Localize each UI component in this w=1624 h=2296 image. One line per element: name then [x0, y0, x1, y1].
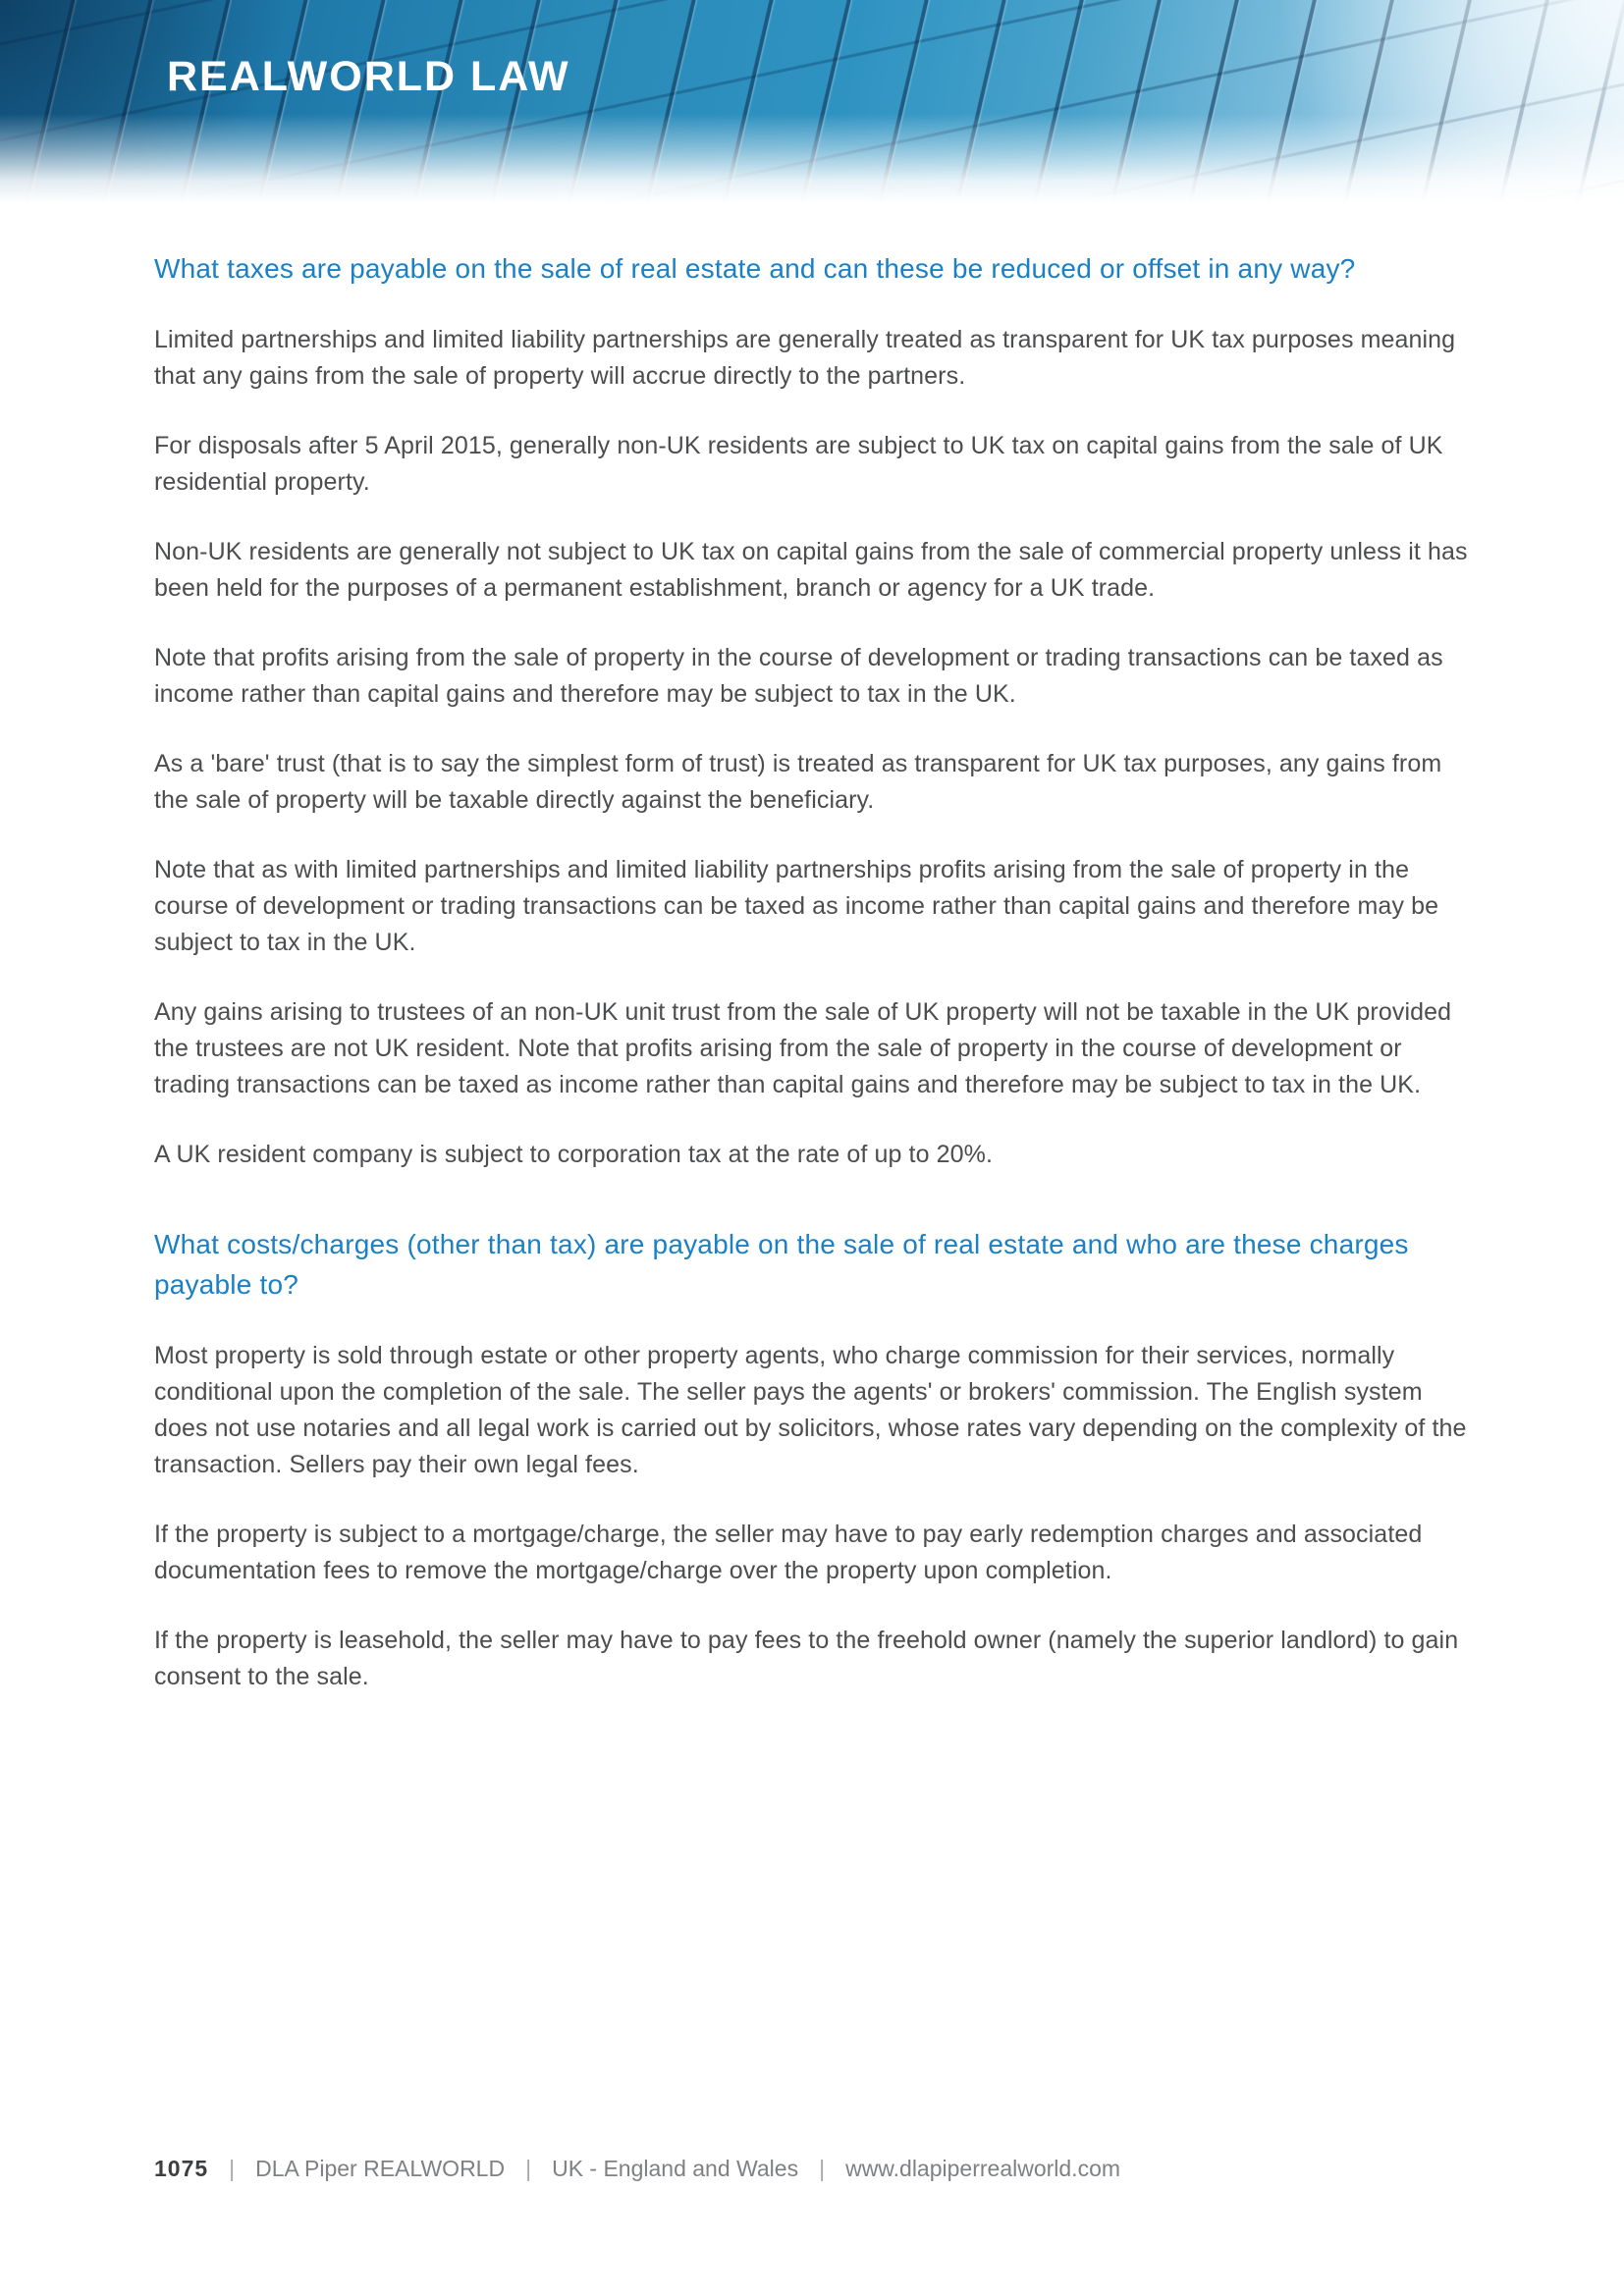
paragraph: A UK resident company is subject to corporation tax at the rate of up to 20%.: [154, 1141, 994, 1168]
page-footer: [154, 2156, 1120, 2182]
page-number: 1075: [154, 2156, 209, 2181]
brand-title: REALWORLD LAW: [167, 53, 570, 100]
footer-website-link[interactable]: www.dlapiperrealworld.com: [845, 2156, 1121, 2181]
paragraph: Note that profits arising from the sale of property in the course of development or trading transactions can be taxed as income rather than capital gains and therefore may be subject to tax in the UK.: [154, 644, 1443, 708]
document-content: [154, 248, 1470, 1695]
paragraph: Most property is sold through estate or other property agents, who charge commission for their services, normally conditional upon the completion of the sale. The seller pays the agents' or brokers' commission. The English system does not use notaries and all legal work is carried out by solicitors, whose rates vary depending on the complexity of the transaction. Sellers pay their own legal fees.: [154, 1342, 1467, 1478]
paragraph: As a 'bare' trust (that is to say the simplest form of trust) is treated as transparent for UK tax purposes, any gains from the sale of property will be taxable directly against the beneficiary.: [154, 750, 1442, 814]
paragraph: Any gains arising to trustees of an non-UK unit trust from the sale of UK property will not be taxable in the UK provided the trustees are not UK resident. Note that profits arising from the sale of property in the course of development or trading transactions can be taxed as income rather than capital gains and therefore may be subject to tax in the UK.: [154, 998, 1452, 1098]
question-heading: What costs/charges (other than tax) are payable on the sale of real estate and who are these charges payable to?: [154, 1229, 1409, 1300]
question-heading: What taxes are payable on the sale of real estate and can these be reduced or offset in any way?: [154, 253, 1356, 284]
section-taxes-on-sale: [154, 248, 1470, 1173]
paragraph: If the property is subject to a mortgage/charge, the seller may have to pay early redemption charges and associated documentation fees to remove the mortgage/charge over the property upon completion.: [154, 1521, 1423, 1584]
footer-separator: |: [229, 2156, 236, 2181]
paragraph: For disposals after 5 April 2015, generally non-UK residents are subject to UK tax on capital gains from the sale of UK residential property.: [154, 432, 1443, 496]
footer-separator: |: [819, 2156, 826, 2181]
footer-separator: |: [525, 2156, 532, 2181]
paragraph: Note that as with limited partnerships and limited liability partnerships profits arising from the sale of property in the course of development or trading transactions can be taxed as income rather than capital gains and therefore may be subject to tax in the UK.: [154, 856, 1439, 956]
section-costs-charges-on-sale: [154, 1224, 1470, 1695]
footer-brand: DLA Piper REALWORLD: [255, 2156, 506, 2181]
page-header-banner: [0, 0, 1624, 203]
paragraph: If the property is leasehold, the seller may have to pay fees to the freehold owner (namely the superior landlord) to gain consent to the sale.: [154, 1627, 1459, 1690]
document-page: [0, 248, 1624, 1695]
paragraph: Non-UK residents are generally not subject to UK tax on capital gains from the sale of commercial property unless it has been held for the purposes of a permanent establishment, branch or agency for a UK trade.: [154, 538, 1468, 602]
footer-region: UK - England and Wales: [552, 2156, 799, 2181]
paragraph: Limited partnerships and limited liability partnerships are generally treated as transparent for UK tax purposes meaning that any gains from the sale of property will accrue directly to the partners.: [154, 326, 1456, 390]
